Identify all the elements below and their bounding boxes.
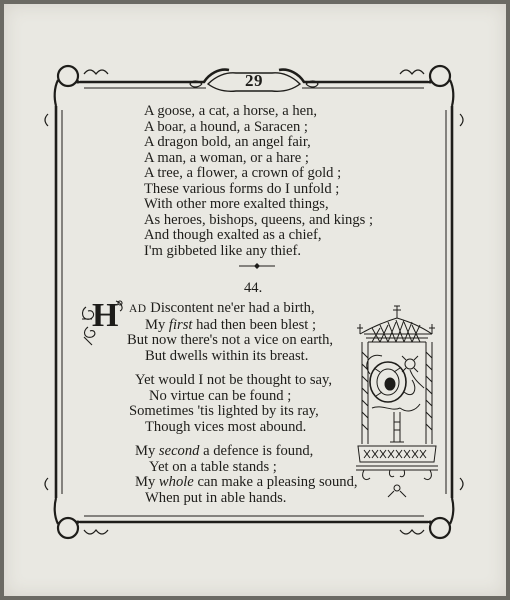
riddle-44-poem xyxy=(121,301,358,506)
riddle-number: 44. xyxy=(244,280,263,296)
line-text: can make a pleasing sound, xyxy=(193,474,358,490)
poem-line xyxy=(121,475,358,491)
poem-line: And though exalted as a chief, xyxy=(144,227,322,243)
section-divider xyxy=(239,263,275,269)
line-text: My xyxy=(135,443,159,459)
poem-line: When put in able hands. xyxy=(145,489,287,506)
poem-line xyxy=(121,301,358,318)
poem-line: Yet would I not be thought to say, xyxy=(135,372,333,388)
riddle-43-poem xyxy=(144,104,373,259)
dropcap-letter: H xyxy=(92,297,119,334)
first-line-caps: AD xyxy=(129,303,147,315)
poem-line: I'm gibbeted like any thief. xyxy=(144,242,302,259)
poem-line: A tree, a flower, a crown of gold ; xyxy=(144,165,342,181)
poem-line: These various forms do I unfold ; xyxy=(144,180,340,197)
poem-line: A boar, a hound, a Saracen ; xyxy=(144,118,308,135)
poem-line: As heroes, bishops, queens, and kings ; xyxy=(144,211,374,228)
page-number: 29 xyxy=(245,71,263,90)
poem-line: Sometimes 'tis lighted by its ray, xyxy=(129,403,319,419)
poem-line: With other more exalted things, xyxy=(144,196,329,212)
poem-line: No virtue can be found ; xyxy=(149,387,292,404)
emphasis-word: whole xyxy=(158,474,194,490)
poem-line: Though vices most abound. xyxy=(145,418,307,435)
line-text: had then been blest ; xyxy=(192,316,317,333)
first-line-text: Discontent ne'er had a birth, xyxy=(146,300,315,316)
line-text: My xyxy=(135,474,159,490)
emphasis-word: first xyxy=(168,316,193,333)
line-text: My xyxy=(145,316,169,333)
poem-line xyxy=(121,444,358,460)
poem-line: A dragon bold, an angel fair, xyxy=(144,134,311,150)
music-stand-horn-illustration xyxy=(354,304,440,504)
line-text: a defence is found, xyxy=(199,443,314,459)
poem-line: Yet on a table stands ; xyxy=(149,458,277,475)
poem-line: A goose, a cat, a horse, a hen, xyxy=(144,103,318,119)
poem-line: A man, a woman, or a hare ; xyxy=(144,149,309,166)
decorative-initial xyxy=(80,297,126,349)
poem-line: But now there's not a vice on earth, xyxy=(127,332,334,348)
poem-line xyxy=(121,318,358,334)
poem-line: But dwells within its breast. xyxy=(145,347,309,364)
book-page xyxy=(4,4,506,596)
emphasis-word: second xyxy=(158,443,200,459)
